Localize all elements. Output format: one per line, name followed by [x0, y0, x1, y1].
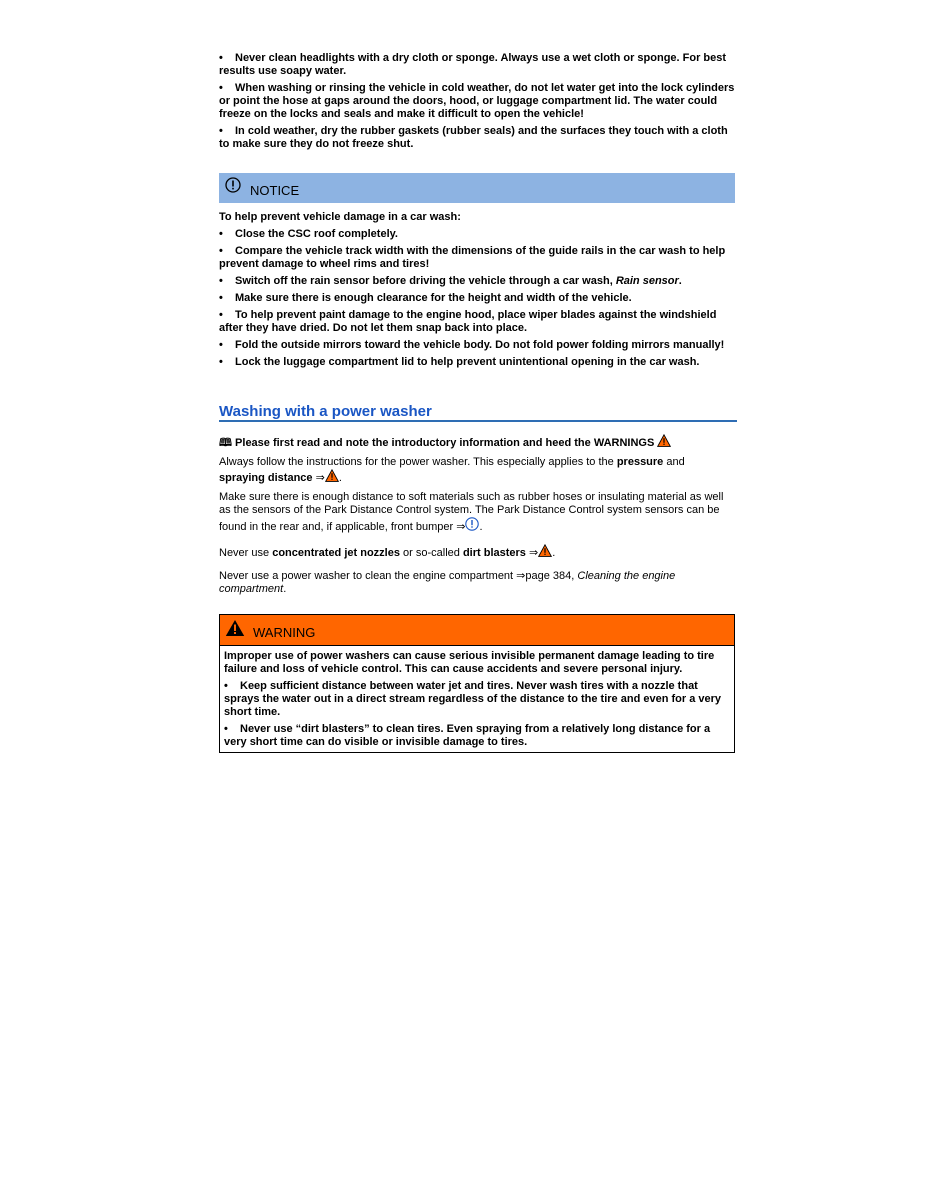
notice-icon [225, 177, 241, 193]
paragraph: Always follow the instructions for the power washer. This especially applies to the pressure and spraying distance ⇒ . [219, 456, 685, 484]
list-item: • Never clean headlights with a dry cloth or sponge. Always use a wet cloth or sponge. For best results use soapy water. [219, 52, 727, 77]
warning-triangle-icon[interactable] [538, 544, 552, 557]
warning-label: WARNING [253, 625, 316, 640]
warning-box [219, 614, 735, 753]
warning-intro: Improper use of power washers can cause serious invisible permanent damage leading to tire failure and loss of vehicle control. This can cause accidents and severe personal injury. [224, 650, 715, 675]
warning-triangle-icon[interactable] [657, 434, 671, 447]
paragraph: Never use concentrated jet nozzles or so-called dirt blasters ⇒ . [219, 544, 735, 560]
list-item: • Fold the outside mirrors toward the vehicle body. Do not fold power folding mirrors manually! [219, 339, 725, 351]
notice-icon[interactable] [465, 517, 479, 531]
book-icon: 🕮 [219, 437, 232, 449]
list-item: • To help prevent paint damage to the engine hood, place wiper blades against the windshield after they have dried. Do not let them snap back into place. [219, 309, 717, 334]
list-item: • When washing or rinsing the vehicle in cold weather, do not let water get into the lock cylinders or point the hose at gaps around the doors, hood, or luggage compartment lid. The water could freeze on the locks and seals and make it difficult to open the vehicle! [219, 82, 735, 120]
list-item: • Switch off the rain sensor before driving the vehicle through a car wash, Rain sensor. [219, 275, 682, 287]
list-item: • Make sure there is enough clearance for the height and width of the vehicle. [219, 292, 632, 304]
list-item: • Never use “dirt blasters” to clean tires. Even spraying from a relatively long distance for a very short time can do visible or invisible damage to tires. [224, 723, 711, 748]
manual-page [219, 52, 735, 753]
warning-triangle-icon [225, 619, 245, 637]
section-heading: Washing with a power washer [219, 405, 737, 422]
notice-label: NOTICE [250, 183, 300, 198]
list-item: • Close the CSC roof completely. [219, 228, 398, 240]
warning-banner [220, 615, 734, 646]
notice-intro: To help prevent vehicle damage in a car wash: [219, 211, 461, 223]
list-item: • Compare the vehicle track width with the dimensions of the guide rails in the car wash to help prevent damage to wheel rims and tires! [219, 245, 726, 270]
cleaning-engine-link[interactable]: Cleaning the engine compartment [219, 570, 676, 595]
read-note: 🕮 Please first read and note the introductory information and heed the WARNINGS [219, 434, 735, 450]
rain-sensor-link[interactable]: Rain sensor [615, 275, 679, 287]
warning-triangle-icon[interactable] [325, 469, 339, 482]
notice-banner [219, 173, 735, 203]
paragraph: Make sure there is enough distance to soft materials such as rubber hoses or insulating material as well as the sensors of the Park Distance Control system. The Park Distance Control system sensors can be found in the rear and, if applicable, front bumper ⇒ . [219, 491, 724, 533]
list-item: • Keep sufficient distance between water jet and tires. Never wash tires with a nozzle that sprays the water out in a direct stream regardless of the distance to the tire and even for a very short time. [224, 680, 721, 718]
list-item: • In cold weather, dry the rubber gaskets (rubber seals) and the surfaces they touch with a cloth to make sure they do not freeze shut. [219, 125, 728, 150]
paragraph: Never use a power washer to clean the engine compartment ⇒page 384, Cleaning the engine compartment. [219, 570, 676, 595]
list-item: • Lock the luggage compartment lid to help prevent unintentional opening in the car wash. [219, 356, 700, 368]
